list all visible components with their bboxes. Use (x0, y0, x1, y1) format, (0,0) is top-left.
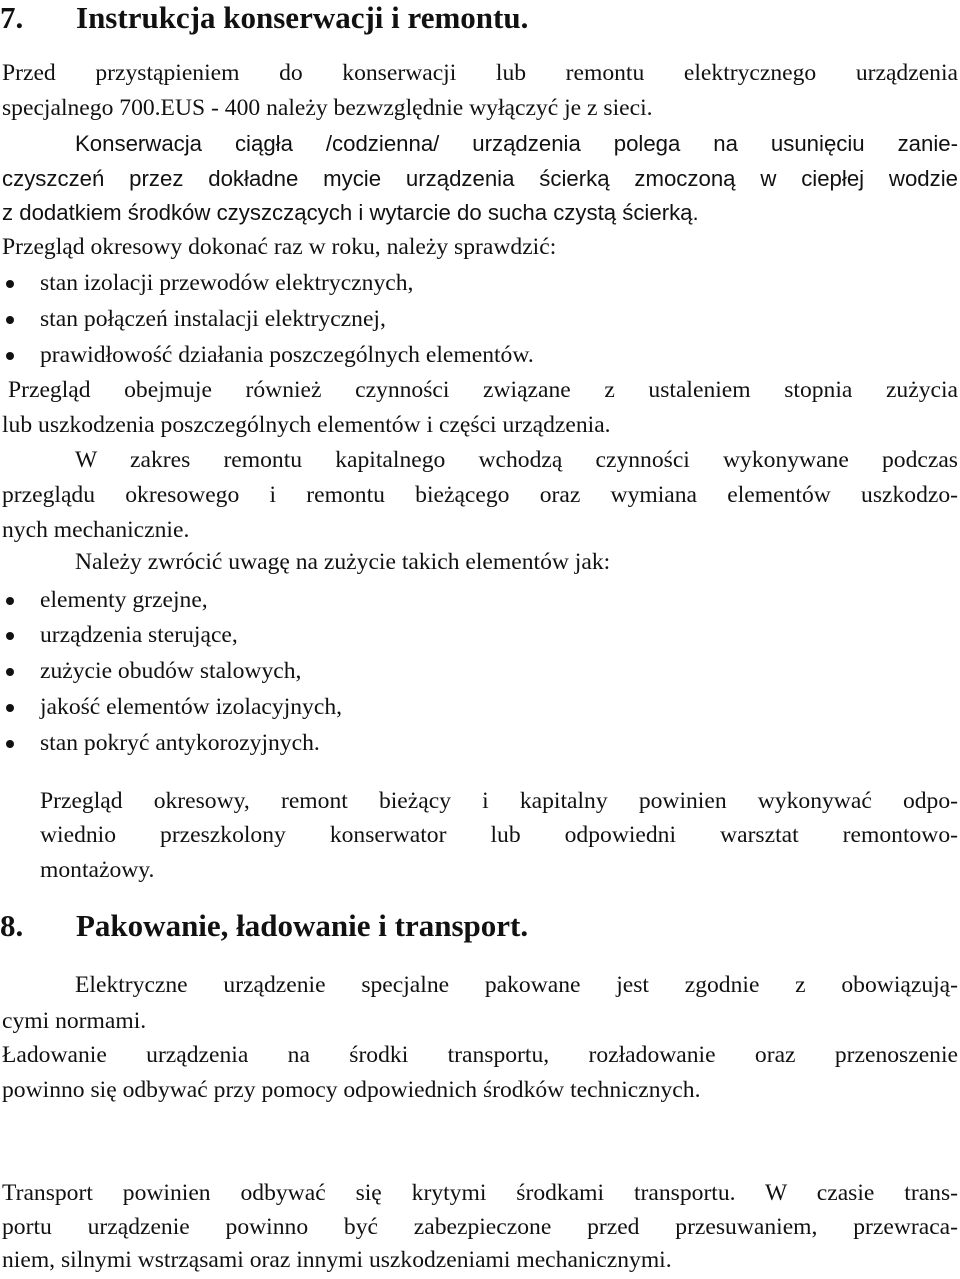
paragraph-line: przeglądu okresowego i remontu bieżącego oraz wymiana elementów uszkodzo- (2, 482, 958, 508)
section-title: Instrukcja konserwacji i remontu. (76, 0, 529, 35)
paragraph-line: Przegląd okresowy dokonać raz w roku, należy sprawdzić: (2, 234, 557, 260)
paragraph-line: powinno się odbywać przy pomocy odpowiednich środków technicznych. (2, 1077, 701, 1103)
paragraph-line: cymi normami. (2, 1008, 147, 1034)
paragraph-line: specjalnego 700.EUS - 400 należy bezwzględnie wyłączyć je z sieci. (2, 95, 653, 121)
list-item: zużycie obudów stalowych, (0, 656, 960, 686)
paragraph-line: niem, silnymi wstrząsami oraz innymi uszkodzeniami mechanicznymi. (2, 1247, 672, 1273)
paragraph-line: Elektryczne urządzenie specjalne pakowane jest zgodnie z obowiązują- (75, 972, 958, 998)
list-item: stan połączeń instalacji elektrycznej, (0, 304, 960, 334)
paragraph-line: z dodatkiem środków czyszczących i wytarcie do sucha czystą ścierką. (2, 200, 699, 225)
paragraph-line: wiednio przeszkolony konserwator lub odpowiedni warsztat remontowo- (40, 822, 958, 848)
paragraph-line: Przegląd okresowy, remont bieżący i kapitalny powinien wykonywać odpo- (40, 788, 958, 814)
section-number: 8. (0, 908, 24, 943)
paragraph-line: Przed przystąpieniem do konserwacji lub remontu elektrycznego urządzenia (2, 60, 958, 86)
paragraph-line: W zakres remontu kapitalnego wchodzą czynności wykonywane podczas (75, 447, 958, 473)
paragraph-line: Należy zwrócić uwagę na zużycie takich elementów jak: (75, 549, 611, 575)
section-number: 7. (0, 0, 24, 35)
bullet-icon (6, 704, 14, 712)
paragraph-line: Transport powinien odbywać się krytymi środkami transportu. W czasie trans- (2, 1180, 958, 1206)
list-item: elementy grzejne, (0, 585, 960, 615)
paragraph-line: Konserwacja ciągła /codzienna/ urządzenia polega na usunięciu zanie- (75, 131, 958, 156)
bullet-icon (6, 597, 14, 605)
paragraph-line: nych mechanicznie. (2, 517, 190, 543)
list-item: jakość elementów izolacyjnych, (0, 692, 960, 722)
paragraph-line: Ładowanie urządzenia na środki transportu, rozładowanie oraz przenoszenie (2, 1042, 958, 1068)
bullet-icon (6, 668, 14, 676)
list-item: urządzenia sterujące, (0, 620, 960, 650)
paragraph-line: Przegląd obejmuje również czynności związane z ustaleniem stopnia zużycia (8, 377, 958, 403)
paragraph-line: montażowy. (40, 857, 155, 883)
bullet-icon (6, 740, 14, 748)
paragraph-line: portu urządzenie powinno być zabezpieczone przed przesuwaniem, przewraca- (2, 1214, 958, 1240)
paragraph-line: czyszczeń przez dokładne mycie urządzenia ścierką zmoczoną w ciepłej wodzie (2, 166, 958, 191)
list-item: stan pokryć antykorozyjnych. (0, 728, 960, 758)
list-item: stan izolacji przewodów elektrycznych, (0, 268, 960, 298)
section-title: Pakowanie, ładowanie i transport. (76, 908, 529, 943)
bullet-icon (6, 632, 14, 640)
bullet-icon (6, 352, 14, 360)
paragraph-line: lub uszkodzenia poszczególnych elementów i części urządzenia. (2, 412, 611, 438)
bullet-icon (6, 280, 14, 288)
list-item: prawidłowość działania poszczególnych elementów. (0, 340, 960, 370)
bullet-icon (6, 316, 14, 324)
